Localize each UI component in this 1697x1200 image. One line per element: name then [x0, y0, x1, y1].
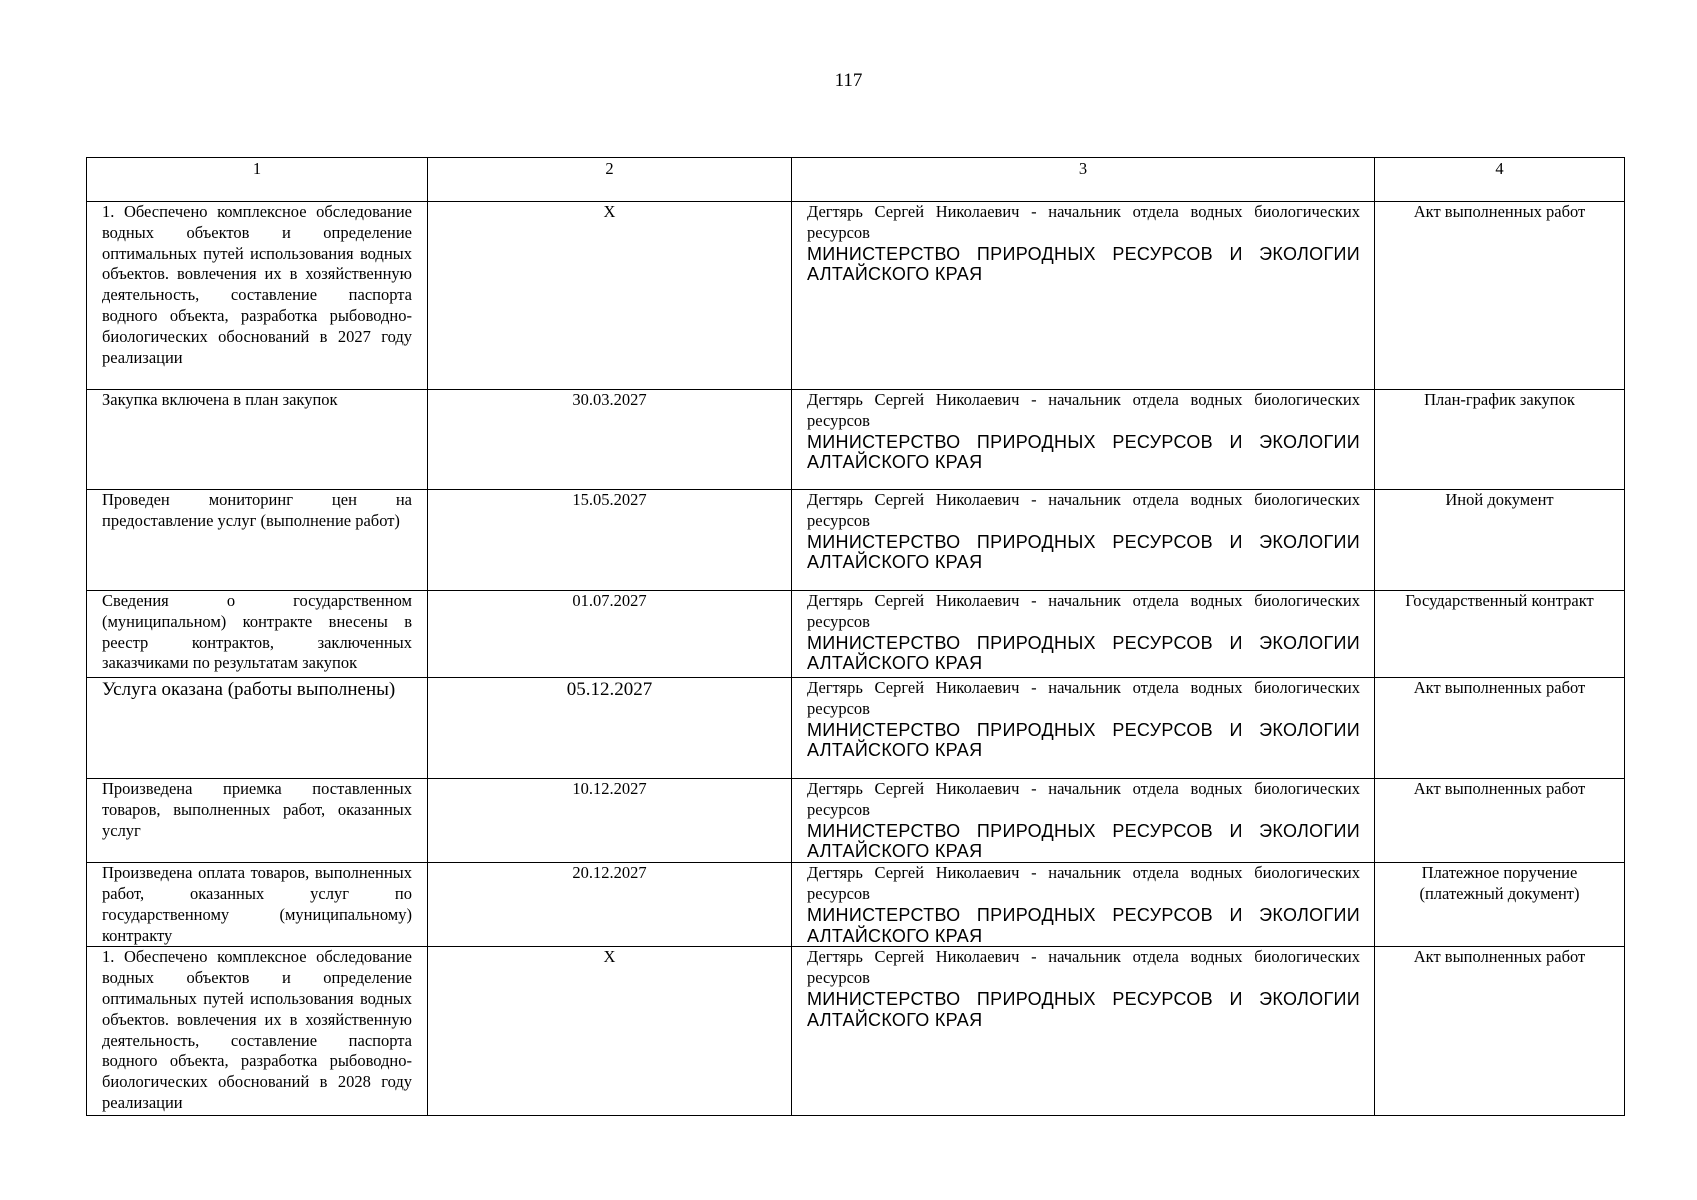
responsible-organization: МИНИСТЕРСТВО ПРИРОДНЫХ РЕСУРСОВ И ЭКОЛОГИИ АЛТАЙСКОГО КРАЯ — [807, 988, 1360, 1030]
table-row — [87, 490, 1625, 591]
event-description: Произведена оплата товаров, выполненных работ, оказанных услуг по государственному (муниципальному) контракту — [87, 863, 428, 947]
responsible-person: Дегтярь Сергей Николаевич - начальник отдела водных биологических ресурсов — [807, 947, 1360, 988]
event-description: Сведения о государственном (муниципальном) контракте внесены в реестр контрактов, заключенных заказчиками по результатам закупок — [87, 591, 428, 678]
responsible-organization: МИНИСТЕРСТВО ПРИРОДНЫХ РЕСУРСОВ И ЭКОЛОГИИ АЛТАЙСКОГО КРАЯ — [807, 820, 1360, 862]
document-type: Акт выполненных работ — [1375, 947, 1625, 1116]
table-header-row — [87, 158, 1625, 202]
document-type: Акт выполненных работ — [1375, 202, 1625, 390]
responsible-person: Дегтярь Сергей Николаевич - начальник отдела водных биологических ресурсов — [807, 591, 1360, 631]
document-type: План-график закупок — [1375, 390, 1625, 490]
responsible-organization: МИНИСТЕРСТВО ПРИРОДНЫХ РЕСУРСОВ И ЭКОЛОГИИ АЛТАЙСКОГО КРАЯ — [807, 431, 1360, 473]
event-date: 05.12.2027 — [428, 678, 792, 779]
header-col-1: 1 — [87, 158, 428, 202]
table-row — [87, 863, 1625, 947]
responsible-organization: МИНИСТЕРСТВО ПРИРОДНЫХ РЕСУРСОВ И ЭКОЛОГИИ АЛТАЙСКОГО КРАЯ — [807, 531, 1360, 573]
responsible-person: Дегтярь Сергей Николаевич - начальник отдела водных биологических ресурсов — [807, 863, 1360, 903]
event-description: Произведена приемка поставленных товаров, выполненных работ, оказанных услуг — [87, 779, 428, 863]
event-date: X — [428, 202, 792, 390]
table-row — [87, 202, 1625, 390]
document-type: Платежное поручение (платежный документ) — [1375, 863, 1625, 947]
document-type: Акт выполненных работ — [1375, 678, 1625, 779]
event-description: 1. Обеспечено комплексное обследование водных объектов и определение оптимальных путей использования водных объектов. вовлечения их в хозяйственную деятельность, составление паспорта водного объекта, разработка рыбоводно-биологических обоснований в 2027 году реализации — [87, 202, 428, 390]
responsible-cell — [792, 678, 1375, 779]
responsible-person: Дегтярь Сергей Николаевич - начальник отдела водных биологических ресурсов — [807, 202, 1360, 242]
responsible-cell — [792, 202, 1375, 390]
table-row — [87, 779, 1625, 863]
event-date: X — [428, 947, 792, 1116]
event-date: 15.05.2027 — [428, 490, 792, 591]
table-row — [87, 678, 1625, 779]
responsible-person: Дегтярь Сергей Николаевич - начальник отдела водных биологических ресурсов — [807, 779, 1360, 819]
responsible-cell — [792, 591, 1375, 678]
responsible-cell — [792, 390, 1375, 490]
responsible-organization: МИНИСТЕРСТВО ПРИРОДНЫХ РЕСУРСОВ И ЭКОЛОГИИ АЛТАЙСКОГО КРАЯ — [807, 719, 1360, 761]
table-row — [87, 390, 1625, 490]
table-row — [87, 591, 1625, 678]
header-col-3: 3 — [792, 158, 1375, 202]
responsible-organization: МИНИСТЕРСТВО ПРИРОДНЫХ РЕСУРСОВ И ЭКОЛОГИИ АЛТАЙСКОГО КРАЯ — [807, 904, 1360, 946]
responsible-person: Дегтярь Сергей Николаевич - начальник отдела водных биологических ресурсов — [807, 490, 1360, 530]
responsible-cell — [792, 947, 1375, 1116]
event-description: 1. Обеспечено комплексное обследование водных объектов и определение оптимальных путей использования водных объектов. вовлечения их в хозяйственную деятельность, составление паспорта водного объекта, разработка рыбоводно-биологических обоснований в 2028 году реализации — [87, 947, 428, 1116]
header-col-4: 4 — [1375, 158, 1625, 202]
responsible-person: Дегтярь Сергей Николаевич - начальник отдела водных биологических ресурсов — [807, 678, 1360, 718]
plan-table — [86, 157, 1625, 1116]
event-date: 30.03.2027 — [428, 390, 792, 490]
event-date: 10.12.2027 — [428, 779, 792, 863]
event-date: 20.12.2027 — [428, 863, 792, 947]
page-number: 117 — [834, 70, 863, 91]
header-col-2: 2 — [428, 158, 792, 202]
document-type: Акт выполненных работ — [1375, 779, 1625, 863]
event-description: Услуга оказана (работы выполнены) — [87, 678, 428, 779]
document-type: Государственный контракт — [1375, 591, 1625, 678]
responsible-cell — [792, 779, 1375, 863]
table-row — [87, 947, 1625, 1116]
responsible-organization: МИНИСТЕРСТВО ПРИРОДНЫХ РЕСУРСОВ И ЭКОЛОГИИ АЛТАЙСКОГО КРАЯ — [807, 632, 1360, 674]
responsible-organization: МИНИСТЕРСТВО ПРИРОДНЫХ РЕСУРСОВ И ЭКОЛОГИИ АЛТАЙСКОГО КРАЯ — [807, 243, 1360, 285]
event-description: Проведен мониторинг цен на предоставление услуг (выполнение работ) — [87, 490, 428, 591]
responsible-cell — [792, 490, 1375, 591]
document-type: Иной документ — [1375, 490, 1625, 591]
event-description: Закупка включена в план закупок — [87, 390, 428, 490]
responsible-person: Дегтярь Сергей Николаевич - начальник отдела водных биологических ресурсов — [807, 390, 1360, 430]
responsible-cell — [792, 863, 1375, 947]
event-date: 01.07.2027 — [428, 591, 792, 678]
